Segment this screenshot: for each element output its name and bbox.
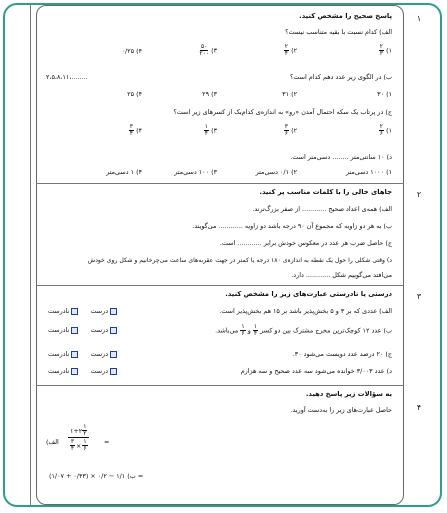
option-label: ۱): [386, 126, 392, 135]
q3-title: درستی یا نادرستی عبارت‌های زیر را مشخص کنید.: [225, 290, 392, 298]
numerator: ۱: [83, 423, 87, 430]
multiply-sign: ×: [76, 441, 82, 450]
q4-title: به سؤالات زیر پاسخ دهید.: [305, 390, 392, 398]
q3d-answer-choices: [48, 367, 117, 376]
equals-sign: =: [104, 438, 110, 446]
q2-line-d-continued: می‌افتد می‌گوییم شکل ............ دارد.: [291, 271, 392, 279]
q1d-option-4: ۴) ۱ دسی‌متر: [106, 168, 142, 176]
checkbox-icon[interactable]: [71, 351, 78, 358]
fraction: [204, 124, 209, 137]
expression: ۱/۱ − ۰/۲ × (۰/۴۳ + ۱/۰۷) =: [49, 472, 144, 480]
numerator: ۳: [129, 123, 134, 130]
statement-text: ب) عدد ۱۲ کوچک‌ترین مخرج مشترک بین دو کسر: [260, 326, 392, 335]
numerator: ۵۰: [200, 43, 208, 50]
true-label: درست: [90, 307, 109, 315]
denominator: ۴: [70, 445, 75, 452]
q1d-option-2: ۲) ۰/۱ دسی‌متر: [255, 168, 297, 176]
compound-denominator: [70, 438, 88, 452]
q1c-option-3: [204, 124, 217, 137]
false-option[interactable]: [48, 307, 78, 315]
true-label: درست: [90, 350, 109, 358]
q1a-option-4: ۴) ۰/۲۵: [121, 47, 142, 55]
q1d-option-3: ۳) ۱۰۰ دسی‌متر: [174, 168, 217, 176]
q1d-option-1: ۱) ۱۰۰۰ دسی‌متر: [345, 168, 392, 176]
checkbox-icon[interactable]: [110, 351, 117, 358]
q3-statement-c: ج) ۲۰ درصد عدد دویست می‌شود ۳۰.: [292, 350, 392, 358]
q1c-option-2: [284, 124, 297, 137]
numerator: ۳: [70, 438, 75, 445]
q1a-option-3: [199, 44, 217, 57]
numerator-sum: ۱+۲: [70, 426, 83, 435]
true-option[interactable]: [91, 350, 118, 358]
denominator: ۴: [129, 130, 134, 137]
true-label: درست: [90, 326, 109, 334]
numerator: ۲: [284, 43, 289, 50]
q1c-option-1: [379, 124, 392, 137]
q3b-answer-choices: [48, 326, 117, 335]
q4-instruction: حاصل عبارت‌های زیر را به‌دست آورید.: [290, 406, 392, 414]
denominator: ۶: [83, 445, 87, 452]
q1d-question: د) ۱۰ سانتی‌متر ........ دسی‌متر است.: [290, 153, 392, 161]
q1c-option-4: [129, 124, 142, 137]
false-label: نادرست: [48, 326, 70, 334]
question-number-3: ۳: [416, 292, 422, 301]
fraction: [82, 424, 87, 437]
numerator: ۲: [379, 123, 384, 130]
fraction: [253, 324, 258, 337]
numerator: ۱: [83, 438, 87, 445]
q2-line-c: ج) حاصل ضرب هر عدد در معکوس خودش برابر ............ است.: [219, 239, 392, 247]
denominator: ۳: [379, 50, 384, 57]
q1b-option-4: ۴) ۲۵: [127, 90, 142, 98]
q4b-expression: [46, 472, 143, 481]
fraction: [240, 324, 245, 337]
option-label: ۳): [211, 126, 217, 135]
option-label: ۲): [291, 46, 297, 55]
denominator: ۶: [379, 130, 384, 137]
q3a-answer-choices: [48, 307, 117, 316]
checkbox-icon[interactable]: [110, 308, 117, 315]
fraction: [129, 124, 134, 137]
q2-line-b: ب) به هر دو زاویه که مجموع آن ۹۰ درجه باشد دو زاویه ............ می‌گویند.: [192, 222, 392, 230]
numerator: ۲: [379, 43, 384, 50]
checkbox-icon[interactable]: [71, 327, 78, 334]
q2-line-d: د) وقتی شکلی را حول یک نقطه به اندازه‌ی ۱۸۰ درجه یا کمتر در جهت عقربه‌های ساعت می‌چرخانیم و شکل روی خودش: [87, 257, 392, 264]
q1a-option-1: [379, 44, 392, 57]
question-number-1: ۱: [416, 14, 422, 23]
q1b-pattern: ۲،۵،۸،۱۱،........: [46, 73, 88, 81]
section-divider: [36, 285, 404, 286]
option-label: ۲): [291, 126, 297, 135]
true-option[interactable]: [91, 307, 118, 315]
true-option[interactable]: [91, 367, 118, 375]
true-option[interactable]: [91, 326, 118, 334]
checkbox-icon[interactable]: [110, 368, 117, 375]
numerator: ۱: [241, 323, 245, 330]
conjunction: و: [247, 326, 251, 335]
denominator: ۲: [83, 430, 87, 437]
fraction: [379, 124, 384, 137]
section-divider: [36, 183, 404, 184]
denominator: ۴: [204, 130, 209, 137]
number-column-divider: [30, 5, 31, 505]
fraction: [199, 44, 209, 57]
part-label: ب): [127, 472, 136, 480]
q3-statement-a: الف) عددی که بر ۳ و ۵ بخش‌پذیر باشد بر ۱۵ هم بخش‌پذیر است.: [219, 307, 392, 315]
denominator: ۲۰۰: [199, 50, 210, 57]
false-option[interactable]: [48, 326, 78, 334]
part-label: الف): [46, 438, 59, 446]
q1a-question: الف) کدام نسبت با بقیه متناسب نیست؟: [285, 28, 392, 36]
numerator: ۳: [284, 123, 289, 130]
fraction: [284, 44, 289, 57]
option-label: ۳): [211, 46, 217, 55]
false-label: نادرست: [48, 367, 70, 375]
q2-line-a: الف) همه‌ی اعداد صحیح ............ از صفر بزرگ‌ترند.: [252, 205, 392, 213]
denominator: ۴: [253, 330, 258, 337]
false-option[interactable]: [48, 367, 78, 375]
statement-text: می‌باشد.: [215, 326, 239, 335]
q1b-option-1: ۱) ۳۰: [377, 90, 392, 98]
q4a-expression: [46, 424, 126, 468]
q1b-option-3: ۳) ۲۹: [202, 90, 217, 98]
fraction: [284, 124, 289, 137]
false-label: نادرست: [48, 350, 70, 358]
checkbox-icon[interactable]: [71, 308, 78, 315]
q1b-question: ب) در الگوی زیر عدد دهم کدام است؟: [289, 73, 392, 81]
q3-statement-d: د) عدد ۳/۰۰۳ خوانده می‌شود سه عدد صحیح و سه هزارم: [240, 367, 392, 375]
fraction: [379, 44, 384, 57]
denominator: ۴: [284, 50, 289, 57]
q2-title: جاهای خالی را با کلمات مناسب پر کنید.: [259, 188, 392, 196]
denominator: ۶: [241, 330, 245, 337]
q1a-option-2: [284, 44, 297, 57]
section-divider: [36, 385, 404, 386]
checkbox-icon[interactable]: [110, 327, 117, 334]
fraction: [82, 439, 87, 452]
denominator: ۶: [284, 130, 289, 137]
compound-numerator: [68, 424, 89, 438]
compound-fraction: [68, 424, 89, 452]
q1c-question: ج) در پرتاب یک سکه احتمال آمدن «رو» به اندازه‌ی کدام‌یک از کسرهای زیر است؟: [173, 108, 392, 116]
false-label: نادرست: [48, 307, 70, 315]
q1b-option-2: ۲) ۳۱: [282, 90, 297, 98]
numerator: ۱: [204, 123, 209, 130]
checkbox-icon[interactable]: [71, 368, 78, 375]
q3-statement-b: [215, 324, 392, 337]
question-number-2: ۲: [416, 190, 422, 199]
q3c-answer-choices: [48, 350, 117, 359]
true-label: درست: [90, 367, 109, 375]
false-option[interactable]: [48, 350, 78, 358]
q1-title: پاسخ صحیح را مشخص کنید.: [299, 12, 392, 20]
option-label: ۴): [136, 126, 142, 135]
question-number-4: ۴: [416, 403, 422, 412]
option-label: ۱): [386, 46, 392, 55]
numerator: ۱: [253, 323, 258, 330]
